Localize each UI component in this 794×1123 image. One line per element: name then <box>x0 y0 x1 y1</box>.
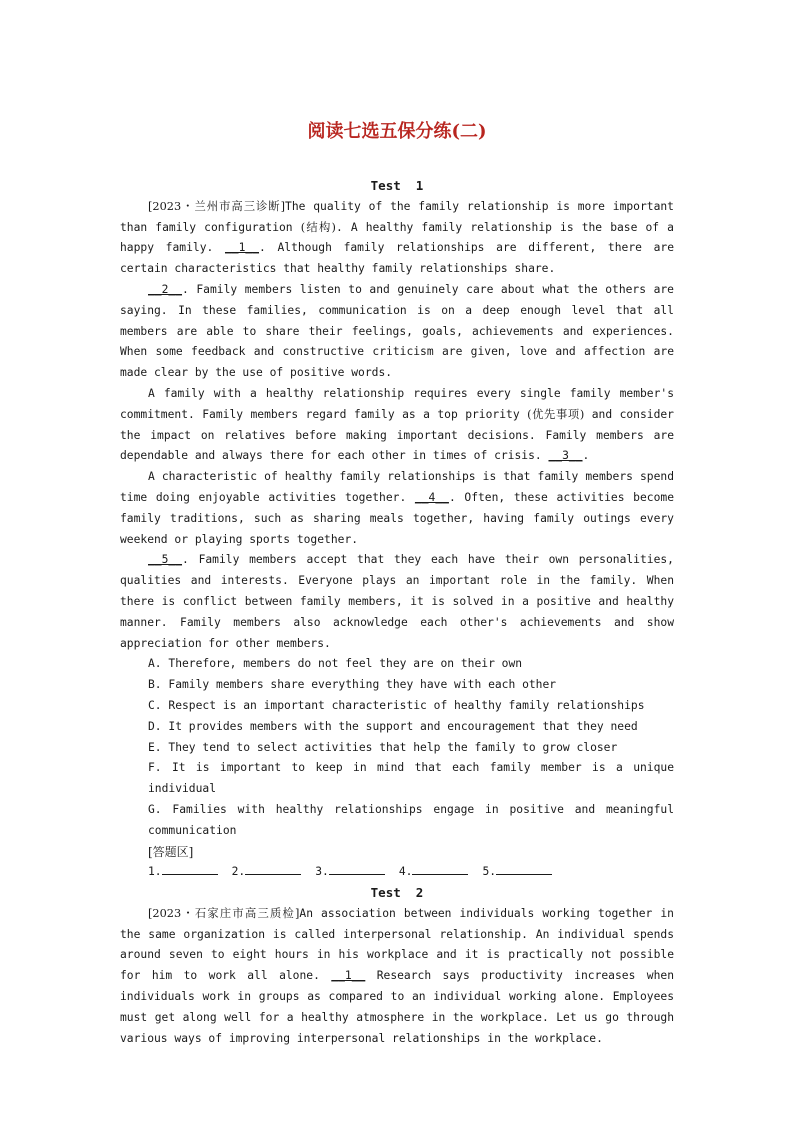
text: and consider the impact on relatives before making important decisions. Family members are dependable and always there for each other in times of crisis. <box>120 407 674 463</box>
text: An association between individuals working together in the same organization is called interpersonal relationship. An individual spends around seven to eight hours in his workplace and it is practically not possible for him to work all alone. <box>120 906 674 983</box>
text: . A healthy family relationship is the base of a happy family. <box>120 220 674 255</box>
options-list <box>120 654 674 841</box>
answer-num-2: 2. <box>231 865 246 879</box>
answer-area-label: [答题区] <box>148 844 194 859</box>
test2-paragraph-1 <box>120 904 674 1050</box>
answer-blank-1[interactable] <box>162 863 218 875</box>
text: A characteristic of healthy family relationships is that family members spend time doing enjoyable activities together. <box>120 470 674 504</box>
answer-blank-5[interactable] <box>496 863 552 875</box>
text: . Although family relationships are different, there are certain characteristics that healthy family relationships share. <box>120 241 675 276</box>
answer-blank-3[interactable] <box>329 863 385 875</box>
answer-num-1: 1. <box>148 865 162 879</box>
test2-source: [2023・石家庄市高三质检] <box>148 906 300 920</box>
option-d: D. It provides members with the support and encouragement that they need <box>148 719 638 733</box>
document-page <box>120 118 674 1049</box>
test1-paragraph-3 <box>120 384 674 467</box>
answer-num-4: 4. <box>398 865 413 879</box>
answer-blank-2[interactable] <box>245 863 301 875</box>
option-b: B. Family members share everything they have with each other <box>148 678 557 692</box>
test1-paragraph-1 <box>120 197 674 280</box>
page-title: 阅读七选五保分练(二) <box>307 121 487 142</box>
test1-source: [2023・兰州市高三诊断] <box>148 199 286 213</box>
test2-heading: Test 2 <box>370 885 424 901</box>
text: Research says productivity increases when individuals work in groups as compared to an individual working alone. Employees must get along well for a healthy atmosphere in the workplace. Let us go through various ways of improving interpersonal relationships in the workplace. <box>120 969 675 1045</box>
test1-paragraph-5 <box>120 550 674 654</box>
blank-4: __4__ <box>414 490 449 504</box>
blank-3: __3__ <box>548 449 583 463</box>
test1-paragraph-2 <box>120 280 674 384</box>
test2-blank-1: __1__ <box>331 969 366 983</box>
blank-1: __1__ <box>224 241 259 255</box>
text-cn: (优先事项) <box>527 407 585 421</box>
text: The quality of the family relationship is more important than family configuration <box>120 199 674 234</box>
option-e: E. They tend to select activities that help the family to grow closer <box>148 740 618 754</box>
text: A family with a healthy relationship requires every single family member's commitment. Family members regard family as a top priority <box>120 386 674 421</box>
test1-paragraph-4 <box>120 467 674 550</box>
blank-5: __5__ <box>148 553 183 567</box>
text: . Family members accept that they each have their own personalities, qualities and interests. Everyone plays an important role in the family. When there is conflict between family members, it is solved in a positive and healthy manner. Family members also acknowledge each other's achievements and show appreciation for other members. <box>120 553 674 650</box>
answer-num-3: 3. <box>315 865 329 879</box>
test1-heading: Test 1 <box>370 178 424 193</box>
option-f: F. It is important to keep in mind that each family member is a unique individual <box>148 761 674 796</box>
text: . Family members listen to and genuinely care about what the others are saying. In these families, communication is on a deep enough level that all members are able to share their feelings, goals, achievements and experiences. When some feedback and constructive criticism are given, love and affection are made clear by the use of positive words. <box>120 282 674 380</box>
option-g-text: G. Families with healthy relationships engage in positive and meaningful communication <box>148 802 674 837</box>
option-a: A. Therefore, members do not feel they are on their own <box>148 657 523 671</box>
option-c: C. Respect is an important characteristic of healthy family relationships <box>148 698 645 712</box>
blank-2: __2__ <box>148 282 183 296</box>
text: . Often, these activities become family traditions, such as sharing meals together, having family outings every weekend or playing sports together. <box>120 490 674 546</box>
answer-row <box>120 862 674 883</box>
answer-blank-4[interactable] <box>412 863 468 875</box>
text-cn: (结构) <box>300 220 336 234</box>
option-g <box>120 800 674 842</box>
answer-num-5: 5. <box>482 865 497 879</box>
text: . <box>582 449 590 463</box>
